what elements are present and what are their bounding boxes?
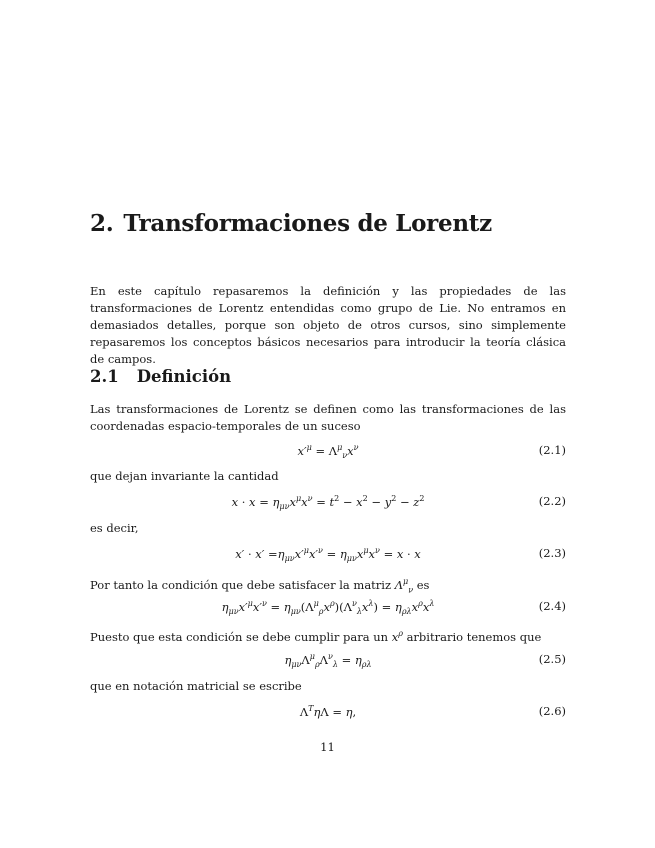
section-number: 2.1 <box>90 367 119 386</box>
equation-2-6-tag: (2.6) <box>538 704 566 718</box>
equation-2-1-tag: (2.1) <box>538 443 566 457</box>
page-number: 11 <box>320 740 335 754</box>
equation-2-2 <box>90 494 566 512</box>
equation-2-2-formula: $x \cdot x = \eta_{\mu\nu}x^\mu x^\nu = t^2 - x^2 - y^2 - z^2$ <box>231 494 425 512</box>
matrix-notation-text: que en notación matricial se escribe <box>90 679 302 693</box>
equation-2-4 <box>90 599 566 617</box>
equation-2-1-formula: $x'^\mu = \Lambda^\mu_\nu x^\nu$ <box>297 443 359 461</box>
condition-text-a: Por tanto la condición que debe satisfacer la matriz <box>90 577 392 592</box>
equation-2-4-tag: (2.4) <box>538 599 566 613</box>
section-heading <box>90 367 231 386</box>
intro-paragraph: En este capítulo repasaremos la definición y las propiedades de las transformaciones de Lorentz entendidas como grupo de Lie. No entramos en demasiados detalles, porque son objeto de otros cursos, sino simplemente repasaremos los conceptos básicos necesarios para introducir la teoría clásica de campos. <box>90 284 566 366</box>
equation-2-2-tag: (2.2) <box>538 494 566 508</box>
condition-text-b: es <box>416 577 430 592</box>
equation-2-5-tag: (2.5) <box>538 652 566 666</box>
equation-2-6-formula: $\Lambda^T\eta\Lambda = \eta$, <box>299 704 357 719</box>
chapter-number: 2. <box>90 210 114 237</box>
chapter-heading <box>90 210 492 237</box>
arbitrary-text-a: Puesto que esta condición se debe cumplir para un <box>90 629 389 644</box>
equation-2-3-formula: $x' \cdot x' =\eta_{\mu\nu}x'^\mu x'^\nu = \eta_{\mu\nu}x^\mu x^\nu = x \cdot x$ <box>235 546 421 564</box>
equation-2-3 <box>90 546 566 564</box>
arbitrary-text: Puesto que esta condición se debe cumplir para un $x^\rho$ arbitrario tenemos que <box>90 629 542 644</box>
arbitrary-text-b: arbitrario tenemos que <box>406 629 542 644</box>
equation-2-5 <box>90 652 566 670</box>
invariant-text: que dejan invariante la cantidad <box>90 469 279 483</box>
condition-text: Por tanto la condición que debe satisfacer la matriz $\Lambda^\mu_\nu$ es <box>90 577 430 595</box>
equation-2-4-formula: $\eta_{\mu\nu}x'^\mu x'^\nu = \eta_{\mu\nu}(\Lambda^\mu_\rho x^\rho)(\Lambda^\nu_\lambda x^\lambda) = \eta_{\rho\lambda}x^\rho x^\lambda$ <box>221 599 435 617</box>
equation-2-5-formula: $\eta_{\mu\nu}\Lambda^\mu_\rho\Lambda^\nu_\lambda = \eta_{\rho\lambda}$ <box>284 652 372 670</box>
definition-paragraph: Las transformaciones de Lorentz se definen como las transformaciones de las coordenadas espacio-temporales de un suceso <box>90 402 566 433</box>
equation-2-1 <box>90 443 566 461</box>
equation-2-6 <box>90 704 566 722</box>
chapter-title: Transformaciones de Lorentz <box>123 210 492 237</box>
section-title: Definición <box>136 367 232 386</box>
es-decir-text: es decir, <box>90 521 139 535</box>
equation-2-3-tag: (2.3) <box>538 546 566 560</box>
